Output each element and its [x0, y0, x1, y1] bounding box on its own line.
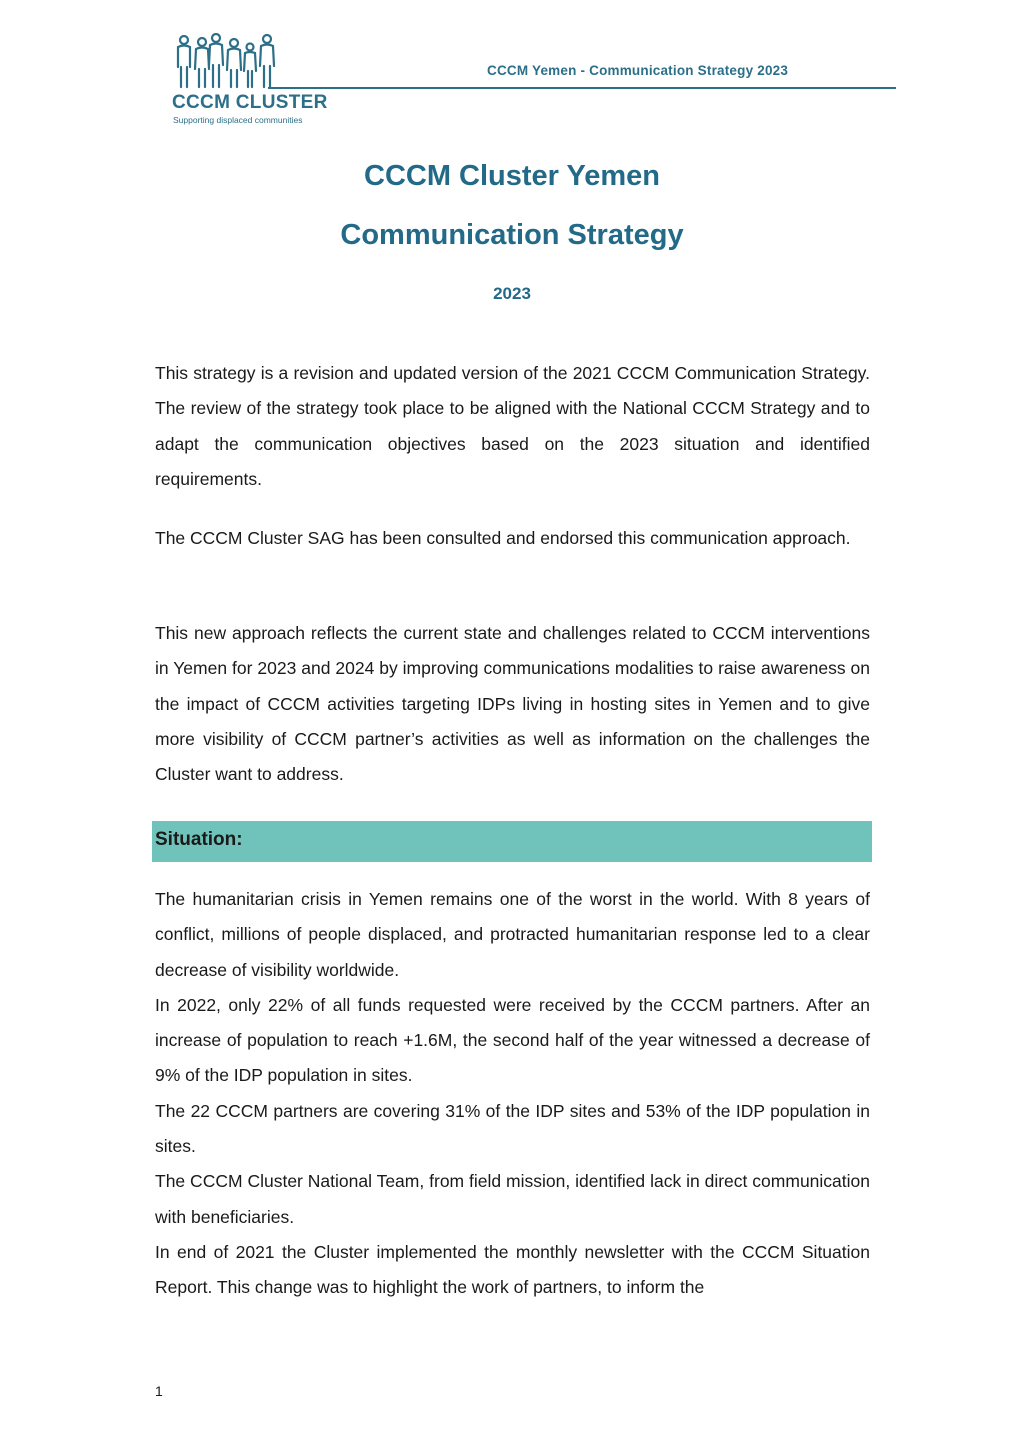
cccm-cluster-logo [170, 33, 345, 128]
header-divider [268, 87, 896, 89]
logo-tagline: Supporting displaced communities [173, 115, 303, 125]
page-number: 1 [155, 1383, 163, 1399]
situation-body [155, 882, 870, 1306]
situation-paragraph: In end of 2021 the Cluster implemented the monthly newsletter with the CCCM Situation Report. This change was to highlight the work of partners, to inform the [155, 1241, 870, 1298]
logo-name: CCCM CLUSTER [172, 92, 328, 113]
situation-section-header [152, 821, 872, 862]
intro-paragraph-1: This strategy is a revision and updated version of the 2021 CCCM Communication Strategy. The review of the strategy took place to be aligned with the National CCCM Strategy and to adapt the communication objectives based on the 2023 situation and identified requirements. [155, 363, 870, 489]
situation-paragraph: The CCCM Cluster National Team, from field mission, identified lack in direct communication with beneficiaries. [155, 1171, 870, 1227]
situation-paragraph: In 2022, only 22% of all funds requested were received by the CCCM partners. After an increase of population to reach +1.6M, the second half of the year witnessed a decrease of 9% of the IDP population in sites. [155, 994, 870, 1086]
people-figures-icon [172, 33, 282, 91]
situation-paragraph: The 22 CCCM partners are covering 31% of the IDP sites and 53% of the IDP population in sites. [155, 1100, 870, 1157]
situation-heading: Situation: [155, 829, 243, 850]
document-title-line2: Communication Strategy [340, 219, 684, 251]
running-header-title: CCCM Yemen - Communication Strategy 2023 [487, 63, 789, 78]
document-year: 2023 [493, 284, 531, 303]
document-title-line1: CCCM Cluster Yemen [364, 160, 660, 192]
intro-paragraph-3: This new approach reflects the current state and challenges related to CCCM interventions in Yemen for 2023 and 2024 by improving communications modalities to raise awareness on the impact of CCCM activities targeting IDPs living in hosting sites in Yemen and to give more visibility of CCCM partner’s activities as well as information on the challenges the Cluster want to address. [155, 623, 870, 785]
intro-paragraph-2: The CCCM Cluster SAG has been consulted and endorsed this communication approach. [155, 528, 851, 548]
situation-paragraph: The humanitarian crisis in Yemen remains one of the worst in the world. With 8 years of conflict, millions of people displaced, and protracted humanitarian response led to a clear decrease of visibility worldwide. [155, 889, 870, 980]
